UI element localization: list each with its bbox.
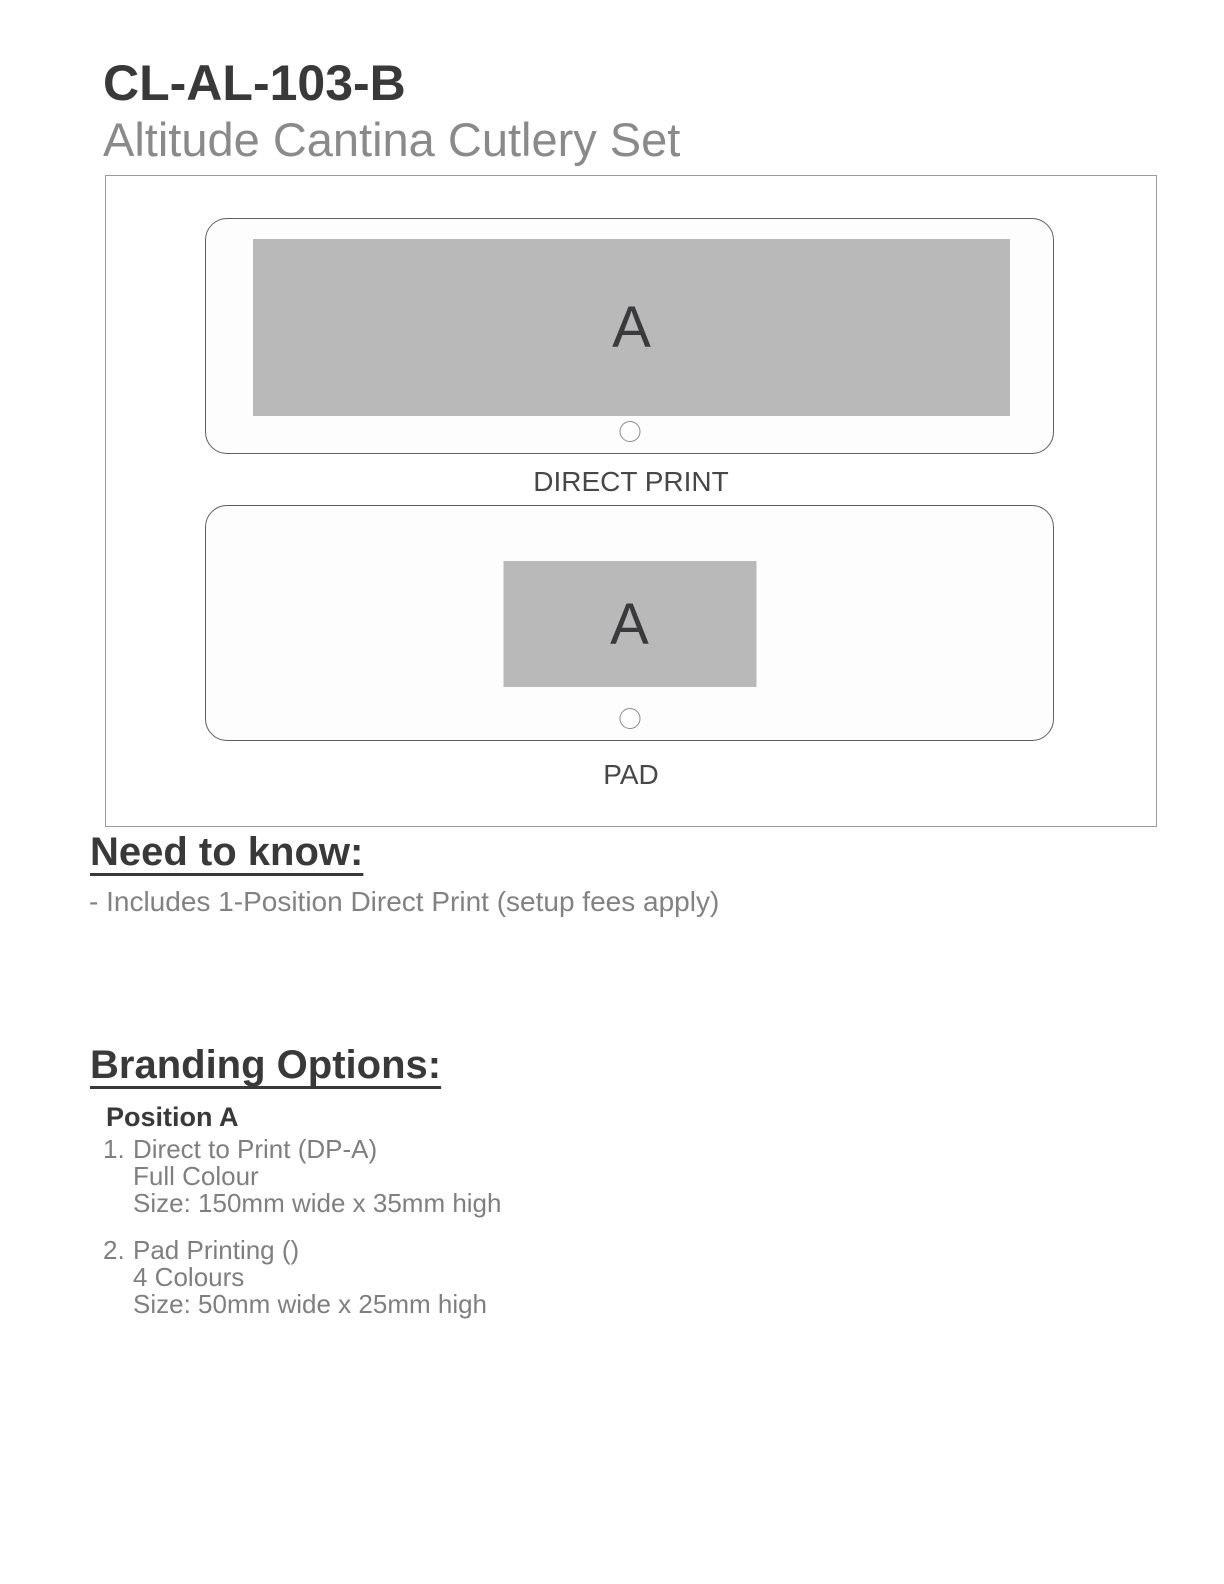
branding-options-heading: Branding Options: bbox=[90, 1043, 442, 1087]
position-a-heading: Position A bbox=[106, 1102, 239, 1132]
method-2-number: 2. bbox=[103, 1235, 125, 1265]
method-2-size: Size: 50mm wide x 25mm high bbox=[133, 1289, 488, 1319]
branding-methods-list bbox=[103, 1136, 501, 1338]
product-outline-direct-print bbox=[205, 218, 1054, 454]
direct-print-label: DIRECT PRINT bbox=[533, 466, 729, 497]
pad-print-label: PAD bbox=[603, 759, 659, 790]
print-area-pad-print bbox=[503, 561, 756, 687]
print-area-direct-print bbox=[253, 239, 1010, 416]
method-1-name: Direct to Print (DP-A) bbox=[133, 1134, 378, 1164]
list-item-method-1 bbox=[103, 1136, 501, 1217]
method-1-colours: Full Colour bbox=[133, 1161, 259, 1191]
method-2-colours: 4 Colours bbox=[133, 1262, 245, 1292]
list-item-method-2 bbox=[103, 1237, 501, 1318]
need-to-know-heading: Need to know: bbox=[90, 830, 364, 874]
need-to-know-item: - Includes 1-Position Direct Print (setup fees apply) bbox=[89, 886, 720, 917]
position-letter: A bbox=[610, 591, 649, 657]
position-letter: A bbox=[612, 295, 651, 360]
method-2-name: Pad Printing () bbox=[133, 1235, 300, 1265]
circle-marker-icon bbox=[619, 708, 640, 729]
product-code-title: CL-AL-103-B bbox=[103, 55, 406, 111]
method-1-size: Size: 150mm wide x 35mm high bbox=[133, 1188, 502, 1218]
product-outline-pad-print bbox=[205, 505, 1054, 741]
product-name-subtitle: Altitude Cantina Cutlery Set bbox=[103, 113, 681, 166]
branding-position-diagram bbox=[105, 175, 1157, 827]
circle-marker-icon bbox=[619, 421, 640, 442]
method-1-number: 1. bbox=[103, 1134, 125, 1164]
